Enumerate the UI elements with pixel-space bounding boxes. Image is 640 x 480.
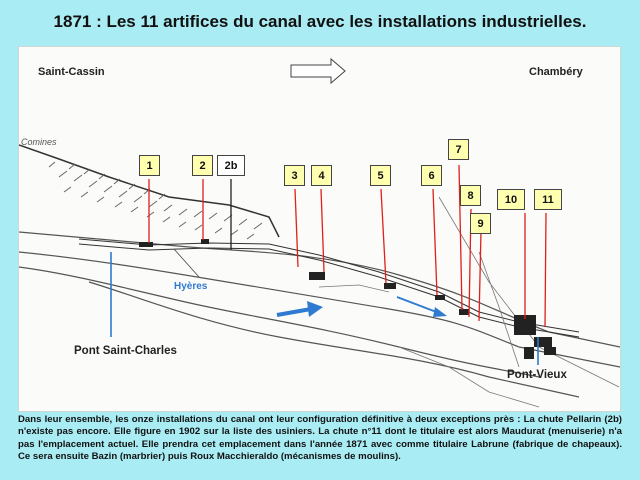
marker-8: 8 [460, 185, 481, 206]
marker-10: 10 [497, 189, 525, 210]
river-label-hyeres: Hyères [174, 281, 208, 292]
caption-text: Dans leur ensemble, les onze installations du canal ont leur configuration définitive à deux exceptions près : La chute Pellarin (2b) n'existe pas encore. Elle figure en 1902 sur la liste des usiniers. La chute n°11 dont le titulaire est alors Maudurat (menuiserie) n'a pas l'emplacement actuel. Elle prendra cet emplacement dans l'année 1871 avec comme titulaire Labrune (fabrique de chapeaux). Ce sera ensuite Bazin (marbrier) puis Roux Macchieraldo (mécanismes de moulins). [18, 414, 622, 463]
place-label-chambery: Chambéry [529, 66, 583, 78]
marker-3: 3 [284, 165, 305, 186]
page-title: 1871 : Les 11 artifices du canal avec les installations industrielles. [53, 12, 587, 31]
marker-2: 2 [192, 155, 213, 176]
marker-6: 6 [421, 165, 442, 186]
historic-map [18, 46, 621, 412]
place-label-pont-vieux: Pont-Vieux [507, 369, 567, 381]
buildings [139, 239, 556, 359]
marker-pointers [149, 165, 546, 327]
marker-11: 11 [534, 189, 562, 210]
handwritten-label: Comines [21, 137, 57, 147]
marker-2b: 2b [217, 155, 245, 176]
flow-arrows [277, 297, 447, 317]
marker-5: 5 [370, 165, 391, 186]
direction-arrow [291, 59, 345, 83]
place-label-pont-saint-charles: Pont Saint-Charles [74, 345, 177, 357]
marker-1: 1 [139, 155, 160, 176]
place-label-saint-cassin: Saint-Cassin [38, 66, 105, 78]
marker-9: 9 [470, 213, 491, 234]
marker-7: 7 [448, 139, 469, 160]
marker-4: 4 [311, 165, 332, 186]
